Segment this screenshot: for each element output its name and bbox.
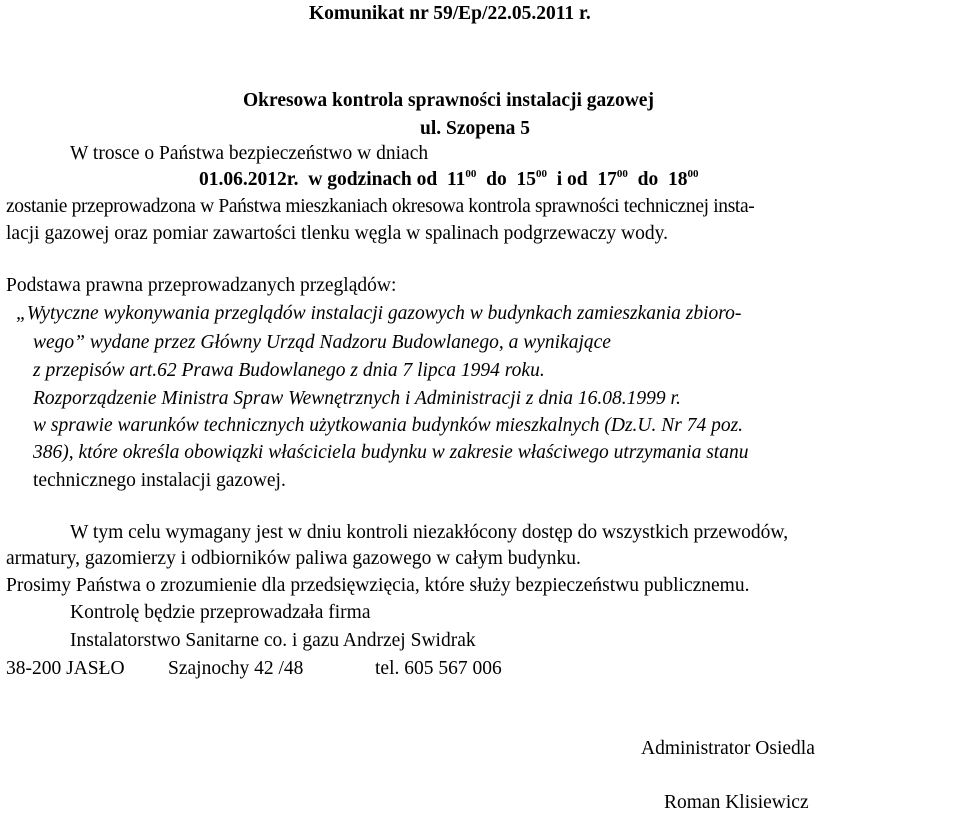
legal-basis-line: w sprawie warunków technicznych użytkowania budynków mieszkalnych (Dz.U. Nr 74 poz. (33, 415, 744, 436)
schedule-text: w godzinach od (308, 169, 438, 190)
legal-basis-line: „Wytyczne wykonywania przeglądów instalacji gazowych w budynkach zamieszkania zbioro- (16, 303, 742, 324)
contractor-phone: tel. 605 567 006 (375, 658, 502, 679)
contractor-street: Szajnochy 42 /48 (168, 658, 304, 679)
legal-basis-line: technicznego instalacji gazowej. (33, 470, 286, 491)
schedule-line: 01.06.2012r. w godzinach od $11^{00}$ do $15^{00}$ i od $17^{00}$ do $18^{00}$ (199, 168, 699, 190)
time-start-1: $11^{00}$ (446, 168, 477, 190)
time-start-2: $17^{00}$ (597, 168, 628, 190)
legal-basis-line: 386), które określa obowiązki właściciela budynku w zakresie właściwego utrzymania stanu (33, 442, 749, 463)
body-line: Prosimy Państwa o zrozumienie dla przedsięwzięcia, które służy bezpieczeństwu publicznemu. (6, 575, 750, 596)
signature-name: Roman Klisiewicz (664, 792, 809, 813)
intro-line: W trosce o Państwa bezpieczeństwo w dniach (70, 143, 429, 164)
document-subtitle: Okresowa kontrola sprawności instalacji gazowej (243, 90, 654, 111)
time-end-1: $15^{00}$ (516, 168, 547, 190)
legal-basis-line: Rozporządzenie Ministra Spraw Wewnętrznych i Administracji z dnia 16.08.1999 r. (33, 388, 681, 409)
signature-role: Administrator Osiedla (641, 738, 815, 759)
intro-paragraph-line: zostanie przeprowadzona w Państwa mieszkaniach okresowa kontrola sprawności technicznej insta- (6, 196, 755, 217)
schedule-date: 01.06.2012r. (199, 169, 299, 190)
contractor-address: 38-200 JASŁO (6, 658, 125, 679)
legal-basis-heading: Podstawa prawna przeprowadzanych przeglądów: (6, 275, 397, 296)
body-line: armatury, gazomierzy i odbiorników paliwa gazowego w całym budynku. (6, 548, 581, 569)
street-heading: ul. Szopena 5 (420, 118, 530, 139)
contractor-intro: Kontrolę będzie przeprowadzała firma (70, 602, 371, 623)
contractor-name: Instalatorstwo Sanitarne co. i gazu Andrzej Swidrak (70, 630, 476, 651)
legal-basis-line: wego” wydane przez Główny Urząd Nadzoru Budowlanego, a wynikające (33, 332, 611, 353)
body-line: W tym celu wymagany jest w dniu kontroli niezakłócony dostęp do wszystkich przewodów, (70, 522, 789, 543)
time-end-2: $18^{00}$ (668, 168, 699, 190)
intro-paragraph-line: lacji gazowej oraz pomiar zawartości tlenku węgla w spalinach podgrzewaczy wody. (6, 223, 669, 244)
legal-basis-line: z przepisów art.62 Prawa Budowlanego z dnia 7 lipca 1994 roku. (33, 360, 545, 381)
document-title: Komunikat nr 59/Ep/22.05.2011 r. (309, 3, 591, 24)
